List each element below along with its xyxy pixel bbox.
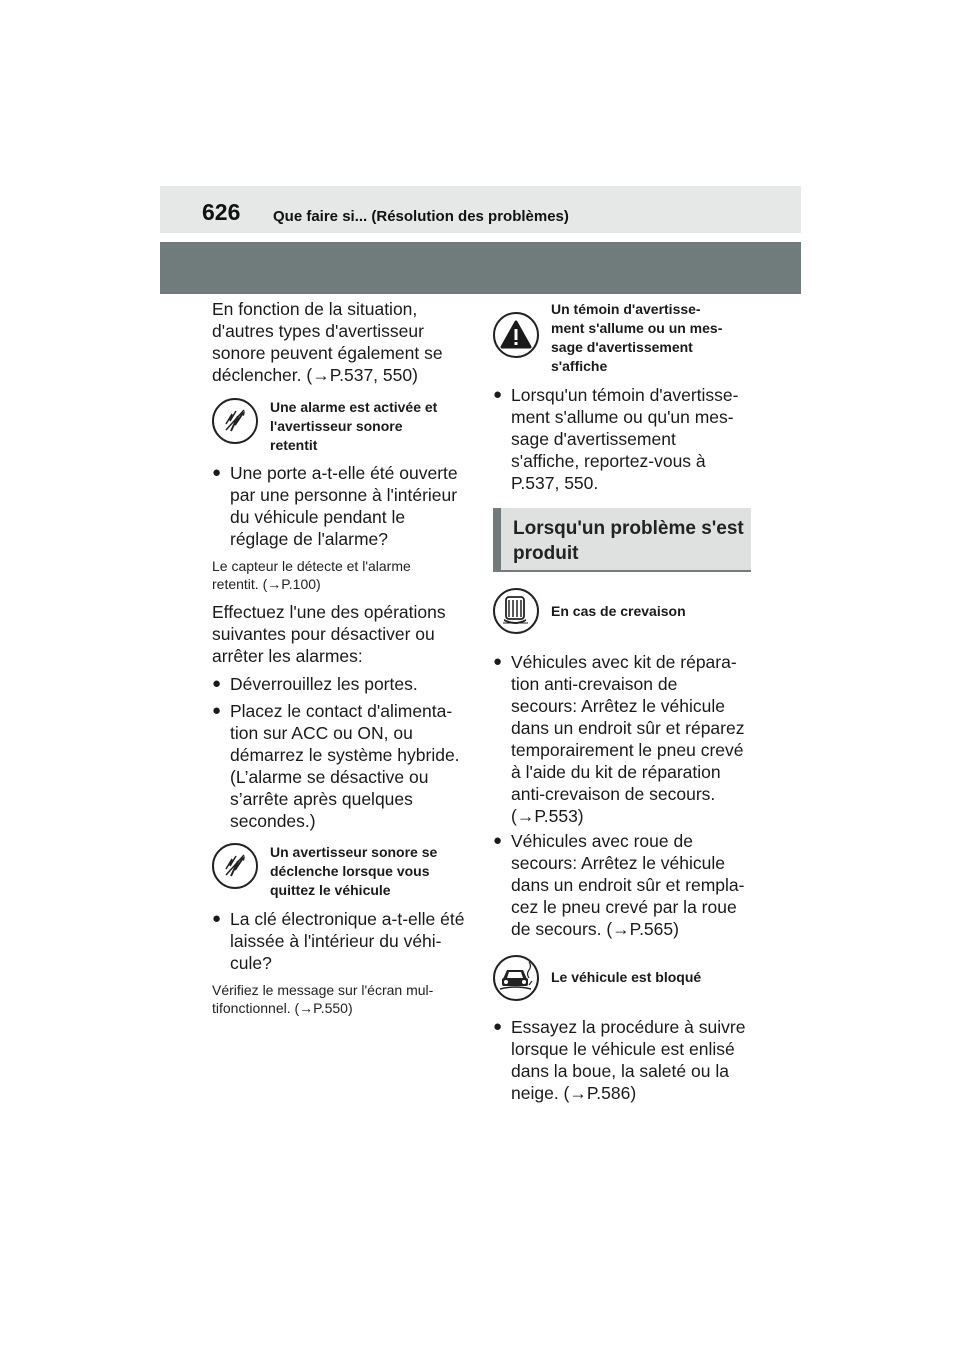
bullet-warning-message: ● Lorsqu'un témoin d'avertisse- ment s'allume ou qu'un mes- sage d'avertissement s'affiche, reportez-vous à P.537, 550.	[493, 385, 739, 493]
bullet-spare-wheel: ● Véhicules avec roue de secours: Arrêtez le véhicule dans un endroit sûr et rempla- cez le pneu crevé par la roue de secours. (→P.565)	[493, 831, 745, 939]
topic-buzzer-leaving	[212, 843, 472, 911]
topic-label: Le véhicule est bloqué	[551, 969, 702, 985]
intro-paragraph: En fonction de la situation, d'autres types d'avertisseur sonore peuvent également se déclencher. (→P.537, 550)	[212, 299, 443, 385]
bullet-repair-kit: ● Véhicules avec kit de répara- tion anti-crevaison de secours: Arrêtez le véhicule dans un endroit sûr et réparez temporairement le pneu crevé à l'aide du kit de réparation anti-crevaison de secours. (→P.553)	[493, 652, 745, 826]
topic-label: En cas de crevaison	[551, 603, 686, 619]
note-display: Vérifiez le message sur l'écran mul- tifonctionnel. (→P.550)	[212, 982, 434, 1016]
instruction-paragraph: Effectuez l'une des opérations suivantes pour désactiver ou arrêter les alarmes:	[212, 602, 446, 666]
section-heading	[493, 508, 751, 572]
page-number: 626	[202, 199, 241, 225]
bullet-dot: ●	[493, 386, 503, 403]
alarm-lightning-icon	[212, 843, 258, 889]
topic-warning-light	[493, 300, 755, 380]
topic-alarm-activated	[212, 398, 472, 466]
topic-label: Un témoin d'avertisse- ment s'allume ou un mes- sage d'avertissement s'affiche	[551, 301, 723, 374]
bullet-dot: ●	[212, 464, 222, 481]
alarm-lightning-icon	[212, 398, 258, 444]
topic-label: Une alarme est activée et l'avertisseur sonore retentit	[270, 399, 438, 453]
bullet-unlock-doors: ● Déverrouillez les portes.	[212, 674, 418, 694]
bullet-dot: ●	[493, 832, 503, 849]
section-title: Lorsqu'un problème s'est produit	[513, 518, 744, 564]
bullet-dot: ●	[493, 1018, 503, 1035]
stuck-car-icon	[493, 955, 539, 1001]
bullet-dot: ●	[212, 702, 222, 719]
bullet-electronic-key: ● La clé électronique a-t-elle été laissée à l'intérieur du véhi- cule?	[212, 909, 465, 973]
bullet-dot: ●	[493, 653, 503, 670]
title-bar	[160, 242, 801, 294]
bullet-dot: ●	[212, 675, 222, 692]
bullet-door-opened: ● Une porte a-t-elle été ouverte par une personne à l'intérieur du véhicule pendant le réglage de l'alarme?	[212, 463, 458, 549]
note-sensor: Le capteur le détecte et l'alarme retentit. (→P.100)	[212, 558, 411, 592]
header-title: Que faire si... (Résolution des problèmes)	[273, 208, 569, 225]
topic-vehicle-stuck	[493, 955, 755, 1023]
bullet-stuck-procedure: ● Essayez la procédure à suivre lorsque le véhicule est enlisé dans la boue, la saleté ou la neige. (→P.586)	[493, 1017, 746, 1103]
topic-flat-tire	[493, 588, 755, 656]
topic-label: Un avertisseur sonore se déclenche lorsque vous quittez le véhicule	[270, 844, 438, 898]
bullet-power-switch: ● Placez le contact d'alimenta- tion sur ACC ou ON, ou démarrez le système hybride. (L’alarme se désactive ou s’arrête après quelques secondes.)	[212, 701, 460, 831]
flat-tire-icon	[493, 588, 539, 634]
warning-triangle-icon	[493, 312, 539, 358]
bullet-dot: ●	[212, 910, 222, 927]
